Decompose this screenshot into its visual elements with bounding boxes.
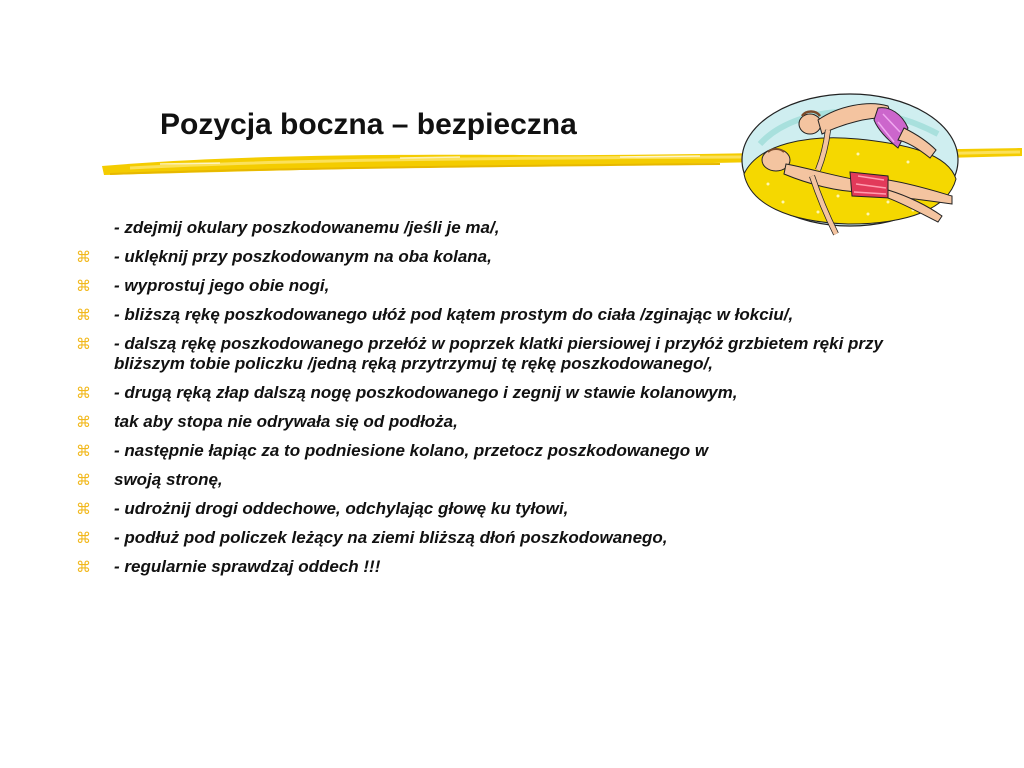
list-item-text: - następnie łapiąc za to podniesione kolano, przetocz poszkodowanego w: [114, 441, 709, 460]
list-item-text: - uklęknij przy poszkodowanym na oba kolana,: [114, 247, 492, 266]
list-item-text: swoją stronę,: [114, 470, 223, 489]
list-item-text: - regularnie sprawdzaj oddech !!!: [114, 557, 381, 576]
bullet-icon: ⌘: [76, 442, 91, 460]
list-item: [70, 383, 920, 403]
bullet-icon: ⌘: [76, 248, 91, 266]
list-item: [70, 470, 920, 490]
bullet-icon: ⌘: [76, 413, 91, 431]
bullet-icon: ⌘: [76, 306, 91, 324]
list-item-text: - udrożnij drogi oddechowe, odchylając głowę ku tyłowi,: [114, 499, 569, 518]
list-item: [70, 276, 920, 296]
list-item-text: - drugą ręką złap dalszą nogę poszkodowanego i zegnij w stawie kolanowym,: [114, 383, 738, 402]
list-item-text: - dalszą rękę poszkodowanego przełóż w poprzek klatki piersiowej i przyłóż grzbietem ręki przy bliższym tobie policzku /jedną ręką przytrzymuj tę rękę poszkodowanego/,: [114, 334, 883, 373]
bullet-icon: ⌘: [76, 500, 91, 518]
list-item-text: - bliższą rękę poszkodowanego ułóż pod kątem prostym do ciała /zginając w łokciu/,: [114, 305, 794, 324]
list-item: [70, 499, 920, 519]
list-item-text: - zdejmij okulary poszkodowanemu /jeśli je ma/,: [114, 218, 500, 237]
list-item: [70, 557, 920, 577]
list-item: [70, 528, 920, 548]
bullet-icon: ⌘: [76, 335, 91, 353]
list-item-text: - podłuż pod policzek leżący na ziemi bliższą dłoń poszkodowanego,: [114, 528, 668, 547]
list-item: [70, 218, 920, 238]
list-item: [70, 247, 920, 267]
list-item-text: tak aby stopa nie odrywała się od podłoża,: [114, 412, 458, 431]
bullet-icon: ⌘: [76, 471, 91, 489]
bullet-icon: ⌘: [76, 558, 91, 576]
list-item: [70, 441, 920, 461]
list-item: [70, 305, 920, 325]
list-item: [70, 412, 920, 432]
list-item: [70, 334, 920, 374]
bullet-icon: ⌘: [76, 277, 91, 295]
instruction-list: [70, 218, 920, 586]
slide-title: Pozycja boczna – bezpieczna: [160, 108, 577, 141]
bullet-icon: ⌘: [76, 384, 91, 402]
list-item-text: - wyprostuj jego obie nogi,: [114, 276, 330, 295]
bullet-icon: ⌘: [76, 529, 91, 547]
